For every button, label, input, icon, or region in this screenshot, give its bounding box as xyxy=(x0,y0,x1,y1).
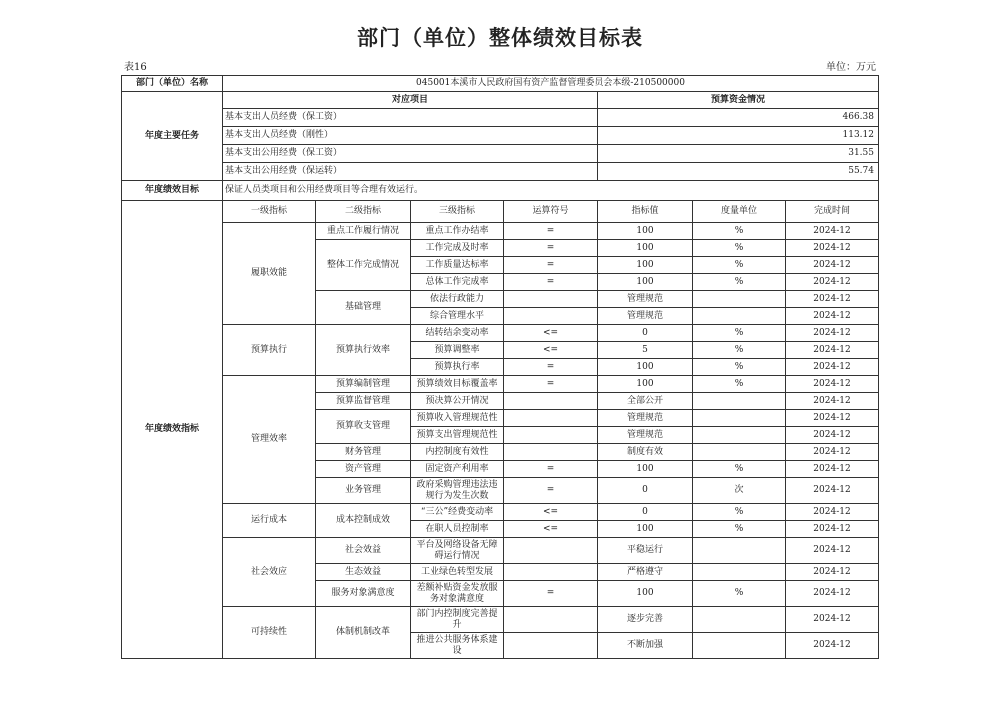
value-cell: 严格遵守 xyxy=(598,564,693,581)
level1-cell: 管理效率 xyxy=(223,376,316,504)
operator-cell: = xyxy=(504,240,598,257)
task-amount: 55.74 xyxy=(598,163,879,181)
unit-cell xyxy=(693,393,786,410)
level2-cell: 预算监督管理 xyxy=(316,393,411,410)
value-cell: 100 xyxy=(598,461,693,478)
unit-cell: % xyxy=(693,274,786,291)
value-cell: 5 xyxy=(598,342,693,359)
unit-cell: % xyxy=(693,325,786,342)
level2-cell: 重点工作履行情况 xyxy=(316,223,411,240)
main-tasks-label: 年度主要任务 xyxy=(122,92,223,181)
time-cell: 2024-12 xyxy=(786,240,879,257)
value-cell: 100 xyxy=(598,581,693,607)
level2-cell: 成本控制成效 xyxy=(316,504,411,538)
operator-cell xyxy=(504,633,598,659)
unit-cell xyxy=(693,291,786,308)
time-cell: 2024-12 xyxy=(786,308,879,325)
task-item: 基本支出人员经费（刚性） xyxy=(223,127,598,145)
col-item-header: 对应项目 xyxy=(223,92,598,109)
task-amount: 31.55 xyxy=(598,145,879,163)
level3-cell: 政府采购管理违法违规行为发生次数 xyxy=(411,478,504,504)
level3-cell: 重点工作办结率 xyxy=(411,223,504,240)
operator-cell: <= xyxy=(504,325,598,342)
value-cell: 全部公开 xyxy=(598,393,693,410)
time-cell: 2024-12 xyxy=(786,607,879,633)
value-cell: 逐步完善 xyxy=(598,607,693,633)
value-cell: 制度有效 xyxy=(598,444,693,461)
time-cell: 2024-12 xyxy=(786,427,879,444)
header-operator: 运算符号 xyxy=(504,201,598,223)
level3-cell: 工作质量达标率 xyxy=(411,257,504,274)
level3-cell: 综合管理水平 xyxy=(411,308,504,325)
value-cell: 100 xyxy=(598,274,693,291)
level3-cell: 在职人员控制率 xyxy=(411,521,504,538)
header-time: 完成时间 xyxy=(786,201,879,223)
task-amount: 113.12 xyxy=(598,127,879,145)
value-cell: 100 xyxy=(598,359,693,376)
value-cell: 100 xyxy=(598,376,693,393)
operator-cell xyxy=(504,393,598,410)
level3-cell: 预算调整率 xyxy=(411,342,504,359)
level2-cell: 财务管理 xyxy=(316,444,411,461)
level3-cell: 平台及网络设备无障碍运行情况 xyxy=(411,538,504,564)
time-cell: 2024-12 xyxy=(786,581,879,607)
unit-cell xyxy=(693,444,786,461)
value-cell: 管理规范 xyxy=(598,427,693,444)
unit-cell: % xyxy=(693,223,786,240)
time-cell: 2024-12 xyxy=(786,461,879,478)
time-cell: 2024-12 xyxy=(786,444,879,461)
level2-cell: 体制机制改革 xyxy=(316,607,411,659)
level1-cell: 履职效能 xyxy=(223,223,316,325)
value-cell: 100 xyxy=(598,223,693,240)
unit-cell: % xyxy=(693,581,786,607)
operator-cell xyxy=(504,291,598,308)
header-unit: 度量单位 xyxy=(693,201,786,223)
unit-label: 单位：万元 xyxy=(826,62,876,73)
unit-cell xyxy=(693,607,786,633)
operator-cell xyxy=(504,308,598,325)
unit-cell: % xyxy=(693,342,786,359)
time-cell: 2024-12 xyxy=(786,376,879,393)
time-cell: 2024-12 xyxy=(786,478,879,504)
operator-cell: = xyxy=(504,376,598,393)
operator-cell xyxy=(504,538,598,564)
level3-cell: 预算收入管理规范性 xyxy=(411,410,504,427)
value-cell: 管理规范 xyxy=(598,291,693,308)
level2-cell: 基础管理 xyxy=(316,291,411,325)
annual-goal-label: 年度绩效目标 xyxy=(122,181,223,201)
level2-cell: 业务管理 xyxy=(316,478,411,504)
level1-cell: 运行成本 xyxy=(223,504,316,538)
operator-cell: <= xyxy=(504,342,598,359)
value-cell: 0 xyxy=(598,478,693,504)
operator-cell: = xyxy=(504,274,598,291)
annual-goal-value: 保证人员类项目和公用经费项目等合理有效运行。 xyxy=(223,181,879,201)
level2-cell: 预算收支管理 xyxy=(316,410,411,444)
level3-cell: 工业绿色转型发展 xyxy=(411,564,504,581)
level1-cell: 可持续性 xyxy=(223,607,316,659)
time-cell: 2024-12 xyxy=(786,504,879,521)
table-number: 表16 xyxy=(124,62,147,73)
level3-cell: 依法行政能力 xyxy=(411,291,504,308)
header-level2: 二级指标 xyxy=(316,201,411,223)
time-cell: 2024-12 xyxy=(786,564,879,581)
unit-cell: % xyxy=(693,504,786,521)
level2-cell: 预算编制管理 xyxy=(316,376,411,393)
value-cell: 不断加强 xyxy=(598,633,693,659)
level3-cell: 固定资产利用率 xyxy=(411,461,504,478)
time-cell: 2024-12 xyxy=(786,359,879,376)
operator-cell: = xyxy=(504,257,598,274)
indicators-label: 年度绩效指标 xyxy=(122,201,223,659)
level1-cell: 预算执行 xyxy=(223,325,316,376)
operator-cell xyxy=(504,427,598,444)
value-cell: 0 xyxy=(598,504,693,521)
unit-cell: 次 xyxy=(693,478,786,504)
value-cell: 0 xyxy=(598,325,693,342)
level3-cell: 总体工作完成率 xyxy=(411,274,504,291)
unit-cell: % xyxy=(693,521,786,538)
operator-cell: = xyxy=(504,223,598,240)
header-level3: 三级指标 xyxy=(411,201,504,223)
level3-cell: 预决算公开情况 xyxy=(411,393,504,410)
unit-cell xyxy=(693,308,786,325)
operator-cell xyxy=(504,444,598,461)
unit-cell xyxy=(693,427,786,444)
unit-cell xyxy=(693,564,786,581)
operator-cell: <= xyxy=(504,504,598,521)
unit-cell: % xyxy=(693,461,786,478)
page-title: 部门（单位）整体绩效目标表 xyxy=(357,25,643,50)
operator-cell: = xyxy=(504,461,598,478)
time-cell: 2024-12 xyxy=(786,393,879,410)
operator-cell: = xyxy=(504,359,598,376)
operator-cell: <= xyxy=(504,521,598,538)
unit-cell: % xyxy=(693,359,786,376)
time-cell: 2024-12 xyxy=(786,257,879,274)
level3-cell: 差额补贴资金发放服务对象满意度 xyxy=(411,581,504,607)
value-cell: 平稳运行 xyxy=(598,538,693,564)
header-level1: 一级指标 xyxy=(223,201,316,223)
value-cell: 100 xyxy=(598,521,693,538)
unit-cell: % xyxy=(693,376,786,393)
time-cell: 2024-12 xyxy=(786,342,879,359)
level2-cell: 预算执行效率 xyxy=(316,325,411,376)
unit-cell: % xyxy=(693,240,786,257)
time-cell: 2024-12 xyxy=(786,521,879,538)
level2-cell: 服务对象满意度 xyxy=(316,581,411,607)
level3-cell: “三公”经费变动率 xyxy=(411,504,504,521)
level3-cell: 部门内控制度完善提升 xyxy=(411,607,504,633)
value-cell: 管理规范 xyxy=(598,308,693,325)
task-item: 基本支出公用经费（保运转） xyxy=(223,163,598,181)
level2-cell: 资产管理 xyxy=(316,461,411,478)
unit-cell: % xyxy=(693,257,786,274)
level3-cell: 内控制度有效性 xyxy=(411,444,504,461)
time-cell: 2024-12 xyxy=(786,223,879,240)
value-cell: 管理规范 xyxy=(598,410,693,427)
time-cell: 2024-12 xyxy=(786,538,879,564)
level2-cell: 整体工作完成情况 xyxy=(316,240,411,291)
time-cell: 2024-12 xyxy=(786,410,879,427)
level1-cell: 社会效应 xyxy=(223,538,316,607)
level2-cell: 生态效益 xyxy=(316,564,411,581)
col-budget-header: 预算资金情况 xyxy=(598,92,879,109)
task-item: 基本支出公用经费（保工资） xyxy=(223,145,598,163)
task-item: 基本支出人员经费（保工资） xyxy=(223,109,598,127)
operator-cell xyxy=(504,607,598,633)
dept-label: 部门（单位）名称 xyxy=(122,76,223,92)
operator-cell: = xyxy=(504,478,598,504)
time-cell: 2024-12 xyxy=(786,633,879,659)
value-cell: 100 xyxy=(598,257,693,274)
operator-cell: = xyxy=(504,581,598,607)
time-cell: 2024-12 xyxy=(786,291,879,308)
header-value: 指标值 xyxy=(598,201,693,223)
performance-target-table xyxy=(121,75,879,659)
unit-cell xyxy=(693,633,786,659)
unit-cell xyxy=(693,410,786,427)
dept-value: 045001本溪市人民政府国有资产监督管理委员会本级-210500000 xyxy=(223,76,879,92)
level3-cell: 预算支出管理规范性 xyxy=(411,427,504,444)
unit-cell xyxy=(693,538,786,564)
operator-cell xyxy=(504,564,598,581)
level2-cell: 社会效益 xyxy=(316,538,411,564)
level3-cell: 预算绩效目标覆盖率 xyxy=(411,376,504,393)
level3-cell: 工作完成及时率 xyxy=(411,240,504,257)
level3-cell: 预算执行率 xyxy=(411,359,504,376)
task-amount: 466.38 xyxy=(598,109,879,127)
time-cell: 2024-12 xyxy=(786,274,879,291)
value-cell: 100 xyxy=(598,240,693,257)
time-cell: 2024-12 xyxy=(786,325,879,342)
level3-cell: 结转结余变动率 xyxy=(411,325,504,342)
operator-cell xyxy=(504,410,598,427)
level3-cell: 推进公共服务体系建设 xyxy=(411,633,504,659)
